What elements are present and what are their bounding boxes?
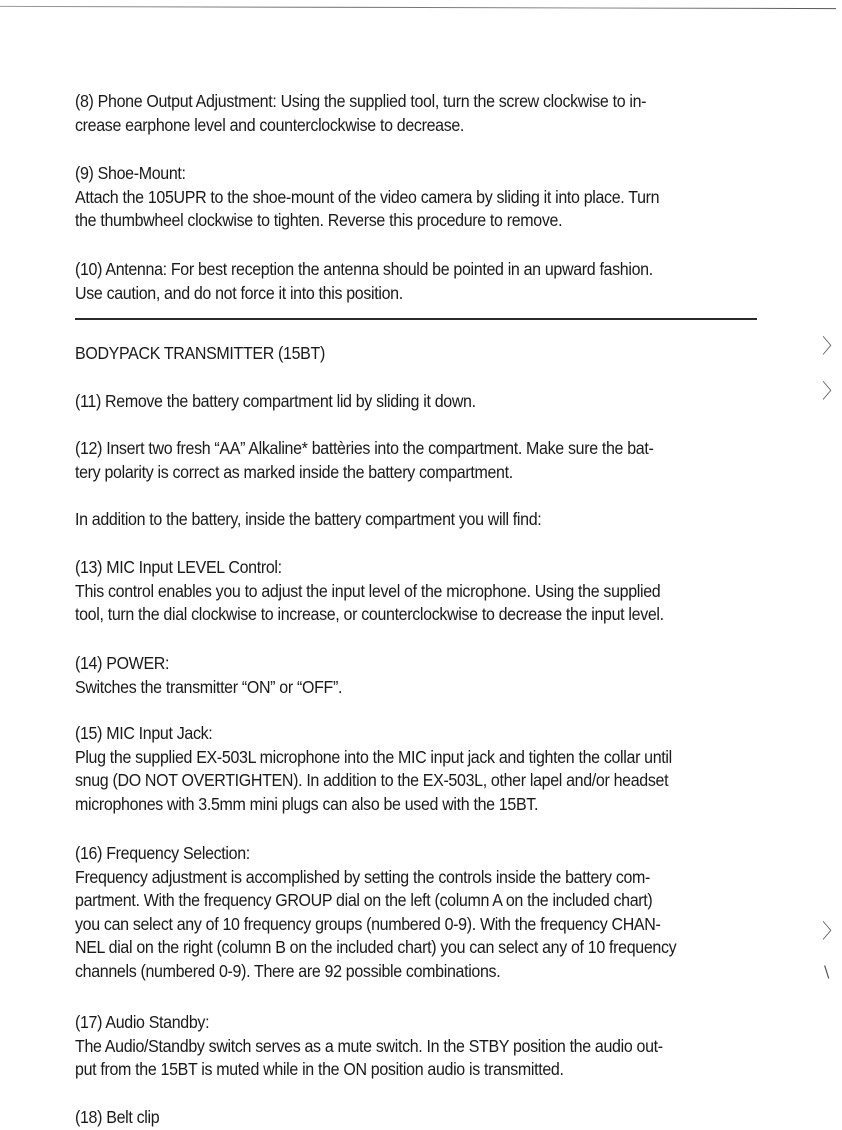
scan-top-edge-line [0, 6, 836, 9]
audio-standby-paragraph: (17) Audio Standby: The Audio/Standby switch serves as a mute switch. In the STBY position the audio out- put from the 15BT is muted while in the ON position audio is transmitted. [75, 1012, 663, 1079]
insert-batteries-paragraph: (12) Insert two fresh “AA” Alkaline* battèries into the compartment. Make sure the bat- tery polarity is correct as marked inside the battery compartment. [75, 438, 654, 482]
power-paragraph: (14) POWER: Switches the transmitter “ON” or “OFF”. [75, 653, 343, 697]
bodypack-transmitter-heading: BODYPACK TRANSMITTER (15BT) [75, 343, 325, 363]
frequency-selection-paragraph: (16) Frequency Selection: Frequency adjustment is accomplished by setting the controls inside the battery com- partment. With the frequency GROUP dial on the left (column A on the included chart) you can select any of 10 frequency groups (numbered 0-9). With the frequency CHAN- NEL dial on the right (column B on the included chart) you can select any of 10 frequency channels (numbered 0-9). There are 92 possible combinations. [75, 843, 677, 981]
mic-input-level-paragraph: (13) MIC Input LEVEL Control: This control enables you to adjust the input level of the microphone. Using the supplied tool, turn the dial clockwise to increase, or counterclockwise to decrease the input level. [75, 557, 664, 624]
belt-clip-paragraph: (18) Belt clip [75, 1107, 160, 1127]
margin-scan-mark: \ [824, 962, 830, 981]
mic-input-jack-paragraph: (15) MIC Input Jack: Plug the supplied EX-503L microphone into the MIC input jack and tighten the collar until snug (DO NOT OVERTIGHTEN). In addition to the EX-503L, other lapel and/or headset microphones with 3.5mm mini plugs can also be used with the 15BT. [75, 723, 672, 814]
margin-scan-mark: 〉 [822, 334, 842, 358]
margin-scan-mark: 〉 [822, 919, 842, 943]
shoe-mount-paragraph: (9) Shoe-Mount: Attach the 105UPR to the shoe-mount of the video camera by sliding it into place. Turn the thumbwheel clockwise to tighten. Reverse this procedure to remove. [75, 163, 660, 230]
compartment-intro-paragraph: In addition to the battery, inside the battery compartment you will find: [75, 509, 542, 529]
section-divider [75, 318, 757, 320]
phone-output-adjustment-paragraph: (8) Phone Output Adjustment: Using the supplied tool, turn the screw clockwise to in- crease earphone level and counterclockwise to decrease. [75, 91, 647, 135]
battery-lid-paragraph: (11) Remove the battery compartment lid by sliding it down. [75, 391, 476, 411]
margin-scan-mark: 〉 [822, 379, 842, 403]
antenna-paragraph: (10) Antenna: For best reception the antenna should be pointed in an upward fashion. Use caution, and do not force it into this position. [75, 259, 653, 303]
